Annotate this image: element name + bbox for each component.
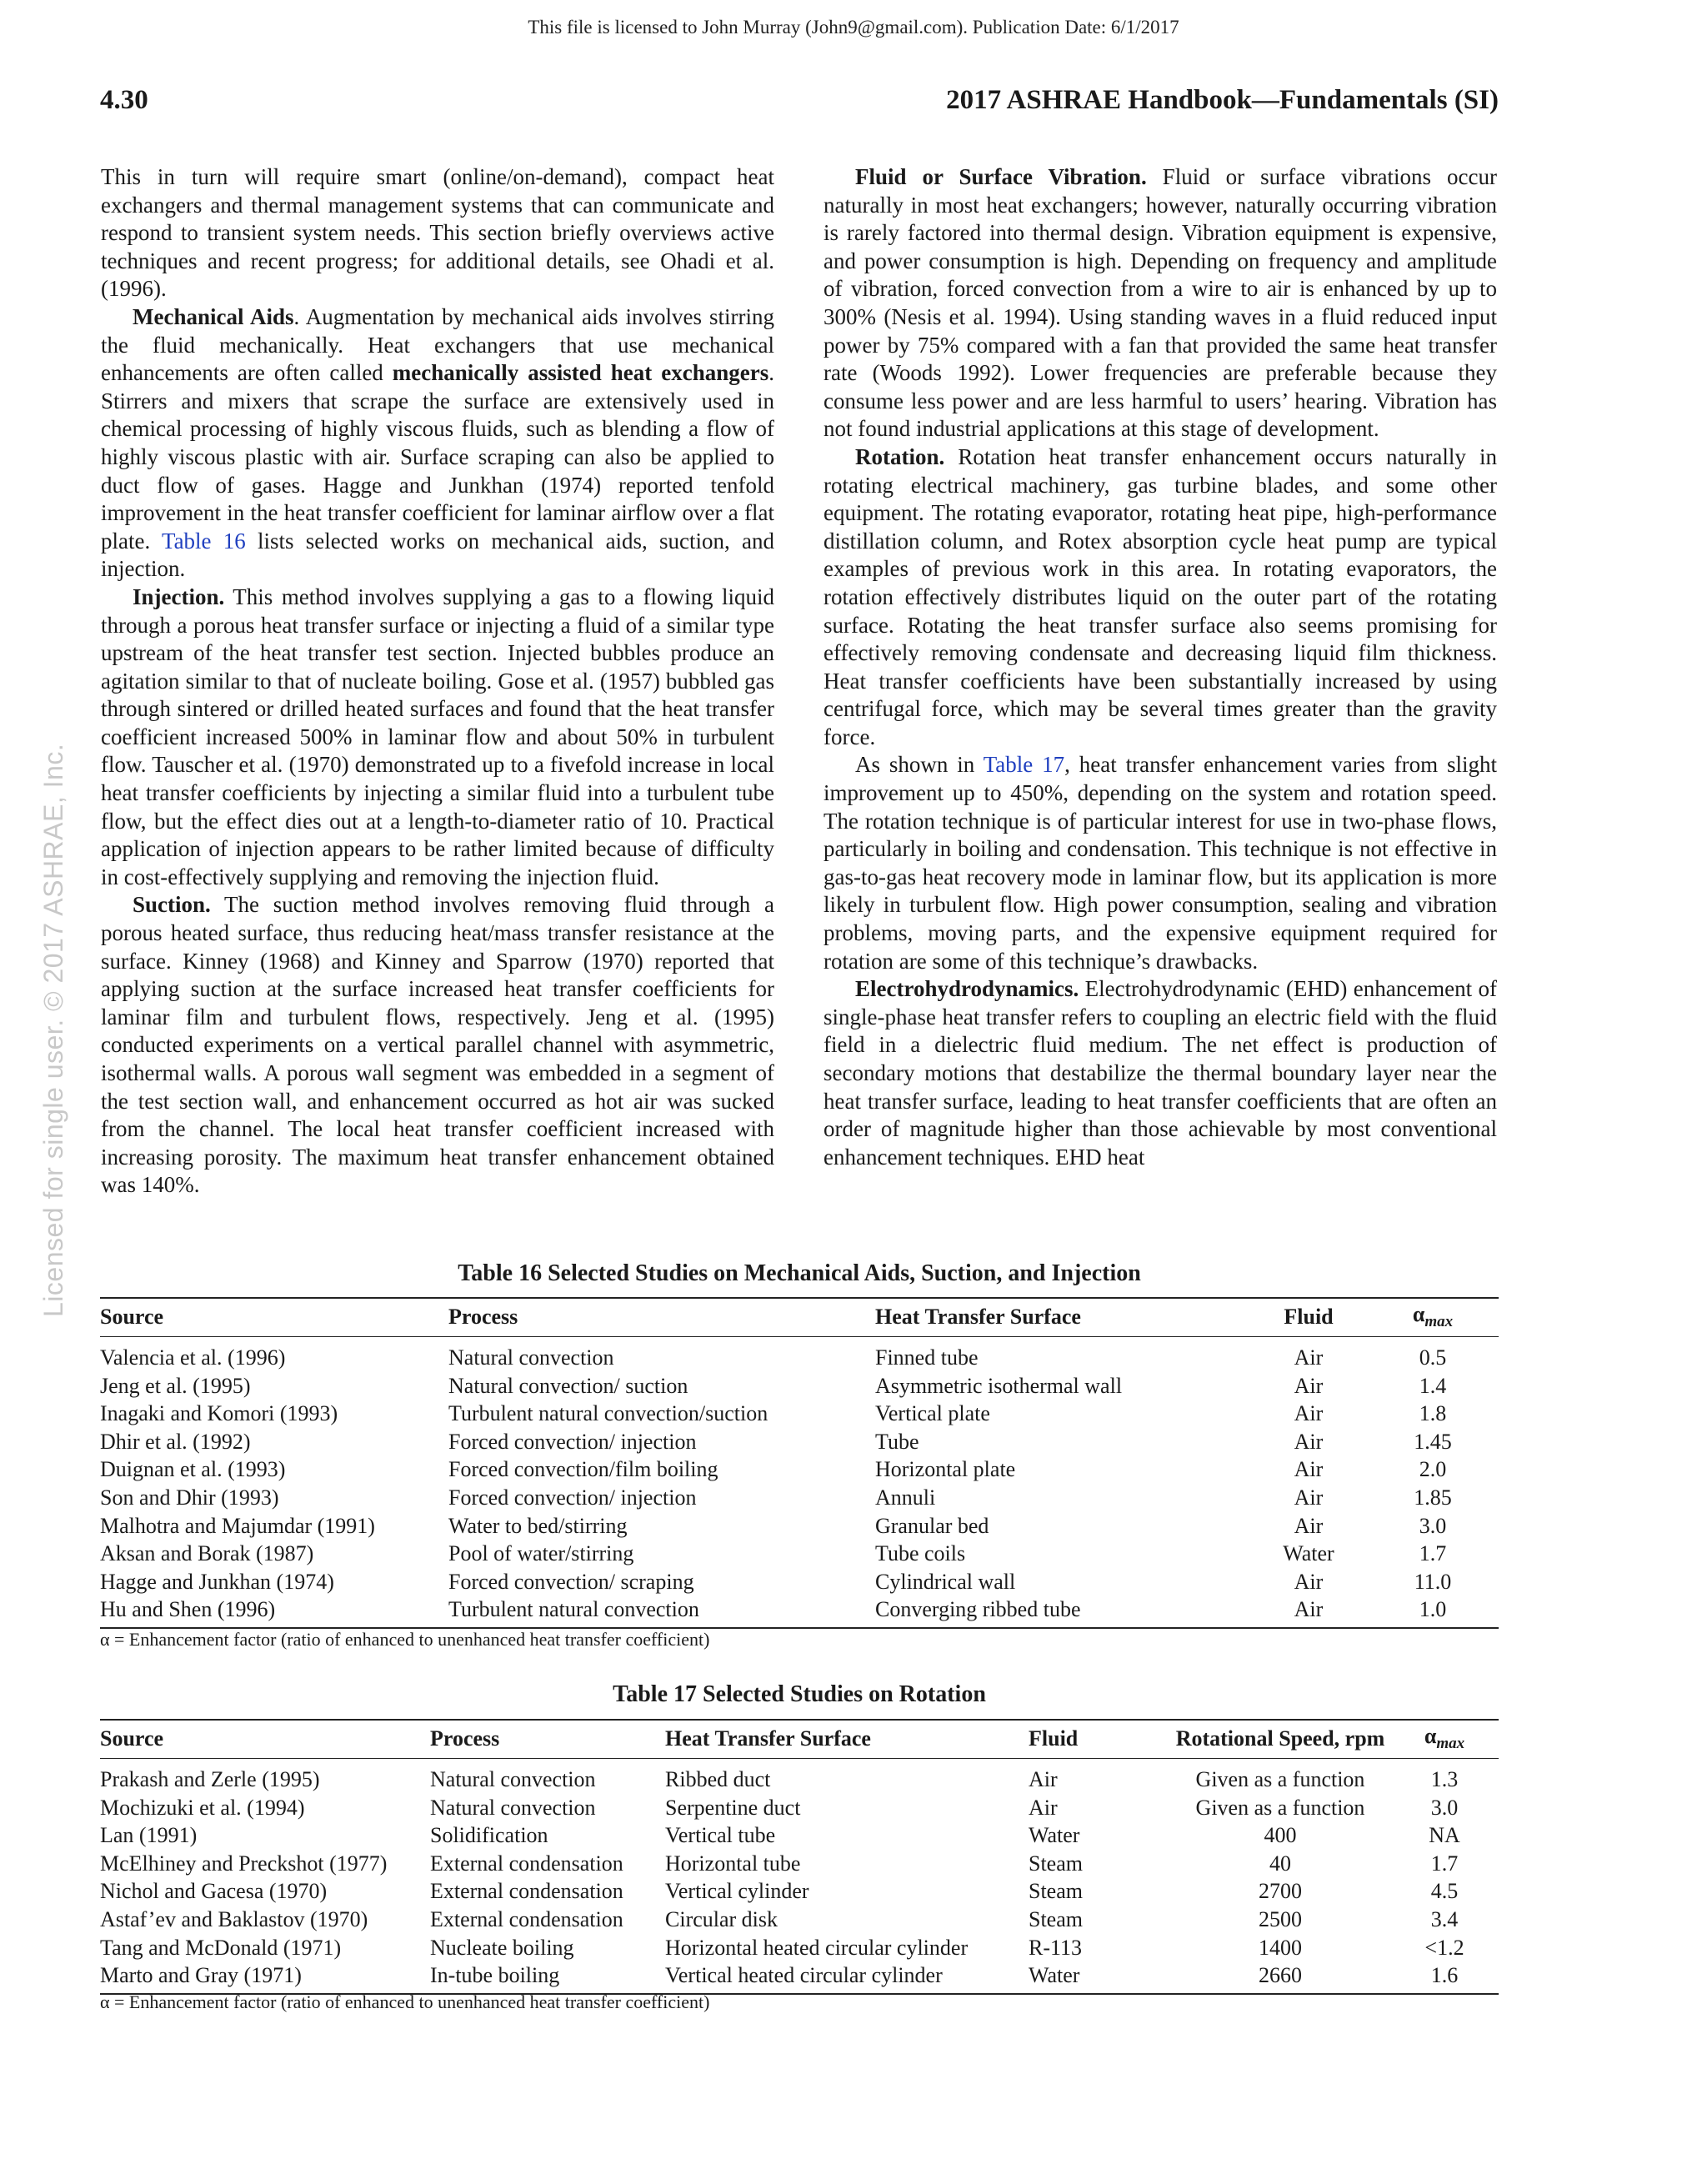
paragraph-intro: This in turn will require smart (online/on-demand), compact heat exchangers and thermal management systems that can communicate and respond to transient system needs. This section briefly overviews active techniques and recent progress; for additional details, see Ohadi et al. (1996). (101, 164, 774, 302)
table-cell: Horizontal tube (665, 1851, 801, 1876)
table-cell: Marto and Gray (1971) (100, 1961, 430, 1994)
table-cell: Jeng et al. (1995) (100, 1373, 251, 1398)
table-cell: R-113 (1029, 1935, 1083, 1960)
table-row (100, 1456, 1499, 1485)
table-cell: Water (1029, 1961, 1170, 1994)
license-line: This file is licensed to John Murray (John9@gmail.com). Publication Date: 6/1/2017 (528, 17, 1179, 38)
table-cell: 0.5 (1419, 1345, 1447, 1370)
table-cell: In-tube boiling (430, 1961, 665, 1994)
heading-mechanical-aids: Mechanical Aids (133, 303, 294, 329)
table-17-title: Table 17 Selected Studies on Rotation (613, 1681, 986, 1707)
table-cell: 2500 (1259, 1906, 1302, 1931)
table-cell: Hu and Shen (1996) (100, 1596, 448, 1629)
table-cell: Astaf’ev and Baklastov (1970) (100, 1906, 368, 1931)
table-cell: Solidification (430, 1823, 548, 1848)
table-row (100, 1540, 1499, 1568)
heading-vibration: Fluid or Surface Vibration. (855, 164, 1147, 189)
table-17-footnote: α = Enhancement factor (ratio of enhanced to unenhanced heat transfer coefficient) (100, 1991, 710, 2012)
paragraph-ehd: Electrohydrodynamics. Electrohydrodynamic (EHD) enhancement of single-phase heat transfer refers to coupling an electric field with the fluid field in a dielectric fluid medium. The net effect is production of secondary motions that destabilize the thermal boundary layer near the heat transfer surface, leading to heat transfer coefficients that are often an order of magnitude higher than those achievable by most conventional enhancement techniques. EHD heat (823, 976, 1497, 1170)
paragraph-injection: Injection. This method involves supplying a gas to a flowing liquid through a porous heat transfer surface or injecting a fluid of a similar type upstream of the heat transfer test section. Injected bubbles produce an agitation similar to that of nucleate boiling. Gose et al. (1957) bubbled gas through sintered or drilled heated surfaces and found that the heat transfer coefficient increased 500% in laminar flow and about 50% in turbulent flow. Tauscher et al. (1970) demonstrated up to a fivefold increase in local heat transfer coefficients by injecting a similar fluid into a turbulent tube flow, but the effect dies out at a length-to-diameter ratio of 10. Practical application of injection appears to be rather limited because of difficulty in cost-effectively supplying and removing the injection fluid. (101, 584, 774, 889)
table-cell: Steam (1029, 1851, 1083, 1876)
column-header-rotational-speed: Rotational Speed, rpm (1170, 1720, 1390, 1759)
table-cell: 1.85 (1414, 1485, 1452, 1510)
heading-rotation: Rotation. (855, 443, 945, 469)
table-cell: Air (1294, 1401, 1324, 1426)
table-cell: Annuli (875, 1485, 936, 1510)
table-row (100, 1568, 1499, 1596)
table-cell: Circular disk (665, 1906, 778, 1931)
table-cell: Steam (1029, 1906, 1083, 1931)
table-cell: 1.4 (1419, 1373, 1447, 1398)
table-cell: Vertical heated circular cylinder (665, 1961, 1029, 1994)
table-cell: Air (1294, 1373, 1324, 1398)
table-cell: Water (1283, 1541, 1334, 1566)
table-cell: Malhotra and Majumdar (1991) (100, 1513, 375, 1538)
heading-ehd: Electrohydrodynamics. (855, 976, 1079, 1002)
table-cell: 2.0 (1419, 1457, 1447, 1482)
table-cell: Tube (875, 1429, 919, 1454)
table-cell: 2700 (1259, 1879, 1302, 1904)
column-header-source: Source (100, 1720, 430, 1759)
table-17-link[interactable]: Table 17 (983, 752, 1065, 778)
table-16 (100, 1297, 1499, 1629)
table-cell: Son and Dhir (1993) (100, 1485, 279, 1510)
table-17 (100, 1719, 1499, 1995)
table-cell: Natural convection (448, 1345, 614, 1370)
table-cell: Air (1294, 1457, 1324, 1482)
column-header-alpha-max: $\alpha_{max}$ (1367, 1298, 1499, 1337)
table-cell: 3.0 (1419, 1513, 1447, 1538)
table-cell: External condensation (430, 1879, 623, 1904)
heading-injection: Injection. (133, 584, 225, 609)
table-cell: Aksan and Borak (1987) (100, 1541, 314, 1566)
table-header-row (100, 1720, 1499, 1759)
table-cell: Natural convection/ suction (448, 1373, 688, 1398)
table-cell: Serpentine duct (665, 1795, 801, 1820)
table-cell: Pool of water/stirring (448, 1541, 634, 1566)
table-cell: 2660 (1170, 1961, 1390, 1994)
table-cell: Forced convection/film boiling (448, 1457, 718, 1482)
table-cell: Air (1029, 1795, 1058, 1820)
heading-suction: Suction. (133, 892, 211, 918)
column-header-process: Process (448, 1298, 875, 1337)
table-16-title: Table 16 Selected Studies on Mechanical Aids, Suction, and Injection (458, 1260, 1141, 1286)
table-cell: Steam (1029, 1879, 1083, 1904)
table-cell: 3.4 (1430, 1906, 1459, 1931)
right-column (823, 163, 1497, 1171)
table-cell: Air (1294, 1345, 1324, 1370)
table-cell: McElhiney and Preckshot (1977) (100, 1851, 388, 1876)
table-cell: Duignan et al. (1993) (100, 1457, 286, 1482)
table-cell: Water (1029, 1823, 1080, 1848)
table-cell: Vertical cylinder (665, 1879, 809, 1904)
table-cell: Air (1294, 1569, 1324, 1594)
table-cell: 3.0 (1430, 1795, 1459, 1820)
table-row (100, 1596, 1499, 1629)
table-16-footnote: α = Enhancement factor (ratio of enhanced to unenhanced heat transfer coefficient) (100, 1629, 710, 1650)
page-number: 4.30 (100, 85, 148, 115)
table-cell: Air (1029, 1766, 1058, 1791)
license-watermark: Licensed for single user. © 2017 ASHRAE, Inc. (38, 743, 68, 1317)
table-cell: Horizontal heated circular cylinder (665, 1935, 969, 1960)
table-cell: 4.5 (1430, 1879, 1459, 1904)
table-cell: Given as a function (1195, 1766, 1365, 1791)
column-header-surface: Heat Transfer Surface (665, 1720, 1029, 1759)
table-cell: Horizontal plate (875, 1457, 1016, 1482)
table-cell: 1.45 (1414, 1429, 1452, 1454)
table-cell: NA (1429, 1823, 1460, 1848)
table-cell: Vertical tube (665, 1823, 776, 1848)
table-cell: Air (1294, 1485, 1324, 1510)
column-header-alpha-max: $\alpha_{max}$ (1390, 1720, 1499, 1759)
table-row (100, 1759, 1499, 1794)
table-cell: 1.6 (1390, 1961, 1499, 1994)
table-cell: Forced convection/ scraping (448, 1569, 694, 1594)
table-row (100, 1821, 1499, 1850)
table-row (100, 1878, 1499, 1906)
paragraph-vibration: Fluid or Surface Vibration. Fluid or surface vibrations occur naturally in most heat exchangers; however, naturally occurring vibration is rarely factored into thermal design. Vibration equipment is expensive, and power consumption is high. Depending on frequency and amplitude of vibration, forced convection from a wire to air is enhanced by up to 300% (Nesis et al. 1994). Using standing waves in a fluid reduced input power by 75% compared with a fan that provided the same heat transfer rate (Woods 1992). Lower frequencies are preferable because they consume less power and are less harmful to users’ hearing. Vibration has not found industrial applications at this stage of development. (823, 164, 1497, 442)
table-row (100, 1512, 1499, 1540)
paragraph-suction: Suction. The suction method involves removing fluid through a porous heated surface, thus reducing heat/mass transfer resistance at the surface. Kinney (1968) and Kinney and Sparrow (1970) reported that applying suction at the surface increased heat transfer coefficients for laminar film and turbulent flows, respectively. Jeng et al. (1995) conducted experiments on a vertical parallel channel with asymmetric, isothermal walls. A porous wall segment was embedded in a segment of the test section wall, and enhancement occurred as hot air was sucked from the channel. The local heat transfer coefficient increased with increasing porosity. The maximum heat transfer enhancement obtained was 140%. (101, 892, 774, 1198)
table-cell: Forced convection/ injection (448, 1429, 697, 1454)
column-header-fluid: Fluid (1250, 1298, 1367, 1337)
table-row (100, 1428, 1499, 1456)
table-cell: Air (1294, 1429, 1324, 1454)
table-cell: Granular bed (875, 1513, 989, 1538)
table-cell: Cylindrical wall (875, 1569, 1016, 1594)
table-row (100, 1484, 1499, 1512)
table-row (100, 1961, 1499, 1994)
table-cell: 1.3 (1430, 1766, 1459, 1791)
table-cell: External condensation (430, 1906, 623, 1931)
table-cell: 1.7 (1419, 1541, 1447, 1566)
table-cell: Turbulent natural convection/suction (448, 1401, 768, 1426)
table-cell: Natural convection (430, 1766, 596, 1791)
table-cell: 1.7 (1430, 1851, 1459, 1876)
table-cell: Converging ribbed tube (875, 1596, 1250, 1629)
table-cell: Lan (1991) (100, 1823, 198, 1848)
paragraph-mechanical-aids: Mechanical Aids. Augmentation by mechanical aids involves stirring the fluid mechanically. Heat exchangers that use mechanical enhancements are often called mechanically assisted heat exchangers. Stirrers and mixers that scrape the surface are extensively used in chemical processing of highly viscous fluids, such as blending a flow of highly viscous plastic with air. Surface scraping can also be applied to duct flow of gases. Hagge and Junkhan (1974) reported tenfold improvement in the heat transfer coefficient for laminar airflow over a flat plate. Table 16 lists selected works on mechanical aids, suction, and injection. (101, 303, 775, 582)
table-cell: 11.0 (1414, 1569, 1452, 1594)
table-row (100, 1337, 1499, 1372)
table-cell: Mochizuki et al. (1994) (100, 1795, 305, 1820)
table-cell: Natural convection (430, 1795, 596, 1820)
table-cell: Dhir et al. (1992) (100, 1429, 251, 1454)
table-cell: Turbulent natural convection (448, 1596, 875, 1629)
column-header-surface: Heat Transfer Surface (875, 1298, 1250, 1337)
table-cell: 1.0 (1367, 1596, 1499, 1629)
table-cell: Forced convection/ injection (448, 1485, 697, 1510)
term-mechanically-assisted: mechanically assisted heat exchangers (392, 360, 769, 386)
table-row (100, 1794, 1499, 1822)
table-row (100, 1850, 1499, 1878)
column-header-process: Process (430, 1720, 665, 1759)
table-row (100, 1934, 1499, 1962)
running-head: 2017 ASHRAE Handbook—Fundamentals (SI) (946, 85, 1499, 115)
table-cell: 1.8 (1419, 1401, 1447, 1426)
table-header-row (100, 1298, 1499, 1337)
table-cell: Air (1250, 1596, 1367, 1629)
left-column (101, 163, 774, 1200)
table-cell: 400 (1264, 1823, 1297, 1848)
table-cell: <1.2 (1424, 1935, 1464, 1960)
paragraph-rotation-results: As shown in Table 17, heat transfer enhancement varies from slight improvement up to 450%, depending on the system and rotation speed. The rotation technique is of particular interest for use in two-phase flows, particularly in boiling and condensation. This technique is not effective in gas-to-gas heat recovery mode in laminar flow, but its application is more likely in turbulent flow. High power consumption, sealing and vibration problems, moving parts, and the expensive equipment required for rotation are some of this technique’s drawbacks. (823, 752, 1498, 974)
table-cell: Given as a function (1195, 1795, 1365, 1820)
table-cell: Air (1294, 1513, 1324, 1538)
table-cell: Tube coils (875, 1541, 966, 1566)
table-cell: Asymmetric isothermal wall (875, 1373, 1123, 1398)
table-cell: Vertical plate (875, 1401, 990, 1426)
table-cell: Prakash and Zerle (1995) (100, 1766, 320, 1791)
paragraph-rotation: Rotation. Rotation heat transfer enhancement occurs naturally in rotating electrical machinery, gas turbine blades, and some other equipment. The rotating evaporator, rotating heat pipe, high-performance distillation column, and Rotex absorption cycle heat pump are typical examples of previous work in this area. In rotating evaporators, the rotation effectively distributes liquid on the outer part of the rotating surface. Rotating the heat transfer surface also seems promising for effectively removing condensate and decreasing liquid film thickness. Heat transfer coefficients have been substantially increased by using centrifugal force, which may be several times greater than the gravity force. (823, 443, 1497, 749)
table-cell: Nichol and Gacesa (1970) (100, 1879, 328, 1904)
table-row (100, 1400, 1499, 1428)
table-row (100, 1906, 1499, 1934)
table-16-link[interactable]: Table 16 (161, 528, 246, 554)
table-cell: Water to bed/stirring (448, 1513, 628, 1538)
table-cell: Inagaki and Komori (1993) (100, 1401, 338, 1426)
table-cell: External condensation (430, 1851, 623, 1876)
table-cell: Ribbed duct (665, 1766, 771, 1791)
column-header-source: Source (100, 1298, 448, 1337)
table-cell: Nucleate boiling (430, 1935, 574, 1960)
table-cell: 40 (1269, 1851, 1291, 1876)
table-row (100, 1372, 1499, 1400)
column-header-fluid: Fluid (1029, 1720, 1170, 1759)
table-cell: Valencia et al. (1996) (100, 1345, 286, 1370)
table-cell: Hagge and Junkhan (1974) (100, 1569, 334, 1594)
table-cell: Tang and McDonald (1971) (100, 1935, 342, 1960)
table-cell: 1400 (1259, 1935, 1302, 1960)
table-cell: Finned tube (875, 1345, 979, 1370)
